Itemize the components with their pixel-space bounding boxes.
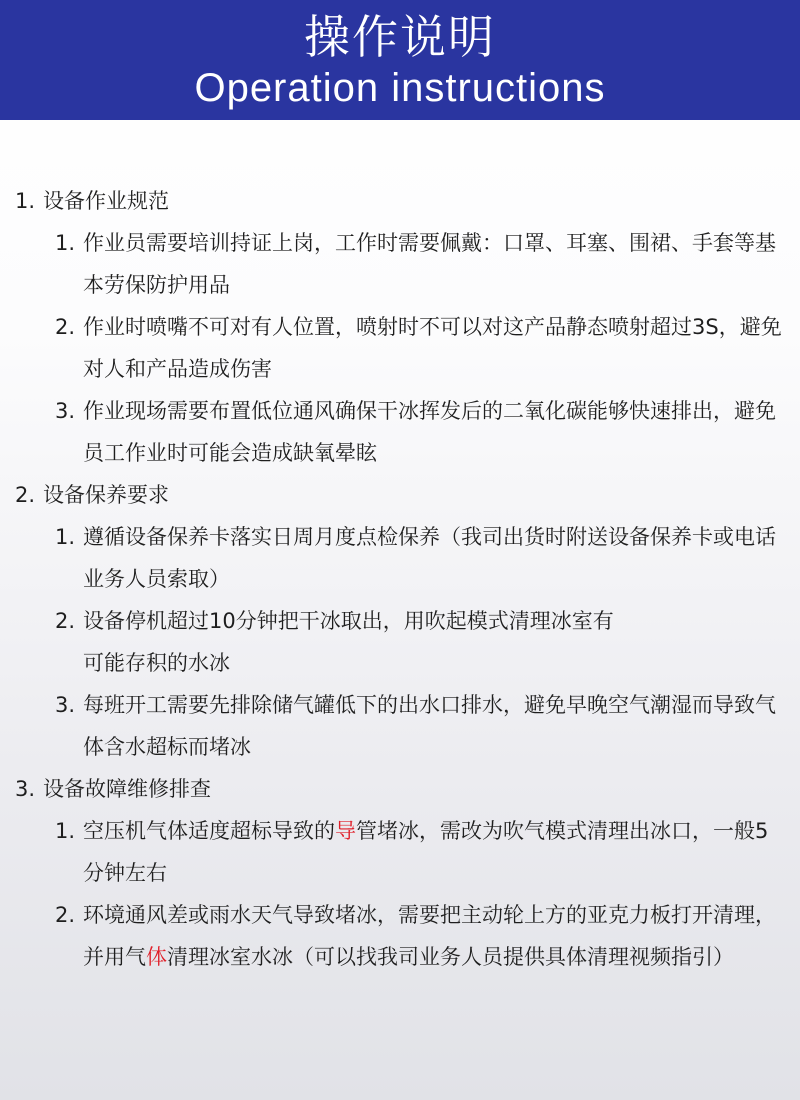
list-item	[0, 516, 800, 600]
section-troubleshooting	[0, 768, 800, 978]
section-title-text: 设备保养要求	[43, 483, 169, 507]
section-title	[0, 768, 800, 810]
section-number: 1.	[15, 189, 36, 213]
instructions-content	[0, 120, 800, 978]
section-title-text: 设备作业规范	[43, 189, 169, 213]
item-number: 1.	[55, 525, 76, 549]
item-text-part: 环境通风差或雨水天气导致堵冰，需要把主动轮上方的亚克力板打开清理，并用气	[83, 903, 776, 969]
item-text: 作业员需要培训持证上岗，工作时需要佩戴：口罩、耳塞、围裙、手套等基本劳保防护用品	[83, 231, 776, 297]
item-number: 2.	[55, 609, 76, 633]
list-item	[0, 600, 800, 684]
item-text-line: 设备停机超过10分钟把干冰取出，用吹起模式清理冰室有	[83, 609, 614, 633]
item-number: 1.	[55, 819, 76, 843]
item-text-part: 管堵冰，需改为吹气模式清理出冰口，一般5分钟左右	[83, 819, 769, 885]
list-item	[0, 222, 800, 306]
list-item	[0, 684, 800, 768]
list-item	[0, 306, 800, 390]
item-text: 遵循设备保养卡落实日周月度点检保养（我司出货时附送设备保养卡或电话业务人员索取）	[83, 525, 776, 591]
section-number: 3.	[15, 777, 36, 801]
item-text-part: 清理冰室水冰（可以找我司业务人员提供具体清理视频指引）	[167, 945, 734, 969]
item-number: 2.	[55, 315, 76, 339]
list-item	[0, 810, 800, 894]
page-subtitle: Operation instructions	[194, 66, 606, 110]
highlighted-char: 体	[146, 945, 167, 969]
section-title	[0, 474, 800, 516]
section-number: 2.	[15, 483, 36, 507]
item-text-part: 空压机气体适度超标导致的	[83, 819, 335, 843]
list-item	[0, 390, 800, 474]
page-title: 操作说明	[304, 10, 496, 64]
section-title	[0, 180, 800, 222]
item-text: 作业时喷嘴不可对有人位置，喷射时不可以对这产品静态喷射超过3S，避免对人和产品造成伤害	[83, 315, 782, 381]
item-number: 2.	[55, 903, 76, 927]
item-text	[83, 810, 788, 894]
item-number: 3.	[55, 399, 76, 423]
section-title-text: 设备故障维修排查	[43, 777, 211, 801]
header-banner	[0, 0, 800, 120]
item-text: 每班开工需要先排除储气罐低下的出水口排水，避免早晚空气潮湿而导致气体含水超标而堵冰	[83, 693, 776, 759]
list-item	[0, 894, 800, 978]
item-number: 1.	[55, 231, 76, 255]
item-number: 3.	[55, 693, 76, 717]
section-operation-standards	[0, 180, 800, 474]
section-maintenance-requirements	[0, 474, 800, 768]
item-text	[83, 600, 788, 684]
item-text	[83, 894, 788, 978]
item-text: 作业现场需要布置低位通风确保干冰挥发后的二氧化碳能够快速排出，避免员工作业时可能会造成缺氧晕眩	[83, 399, 776, 465]
item-text-line: 可能存积的水冰	[83, 651, 230, 675]
highlighted-char: 导	[335, 819, 356, 843]
